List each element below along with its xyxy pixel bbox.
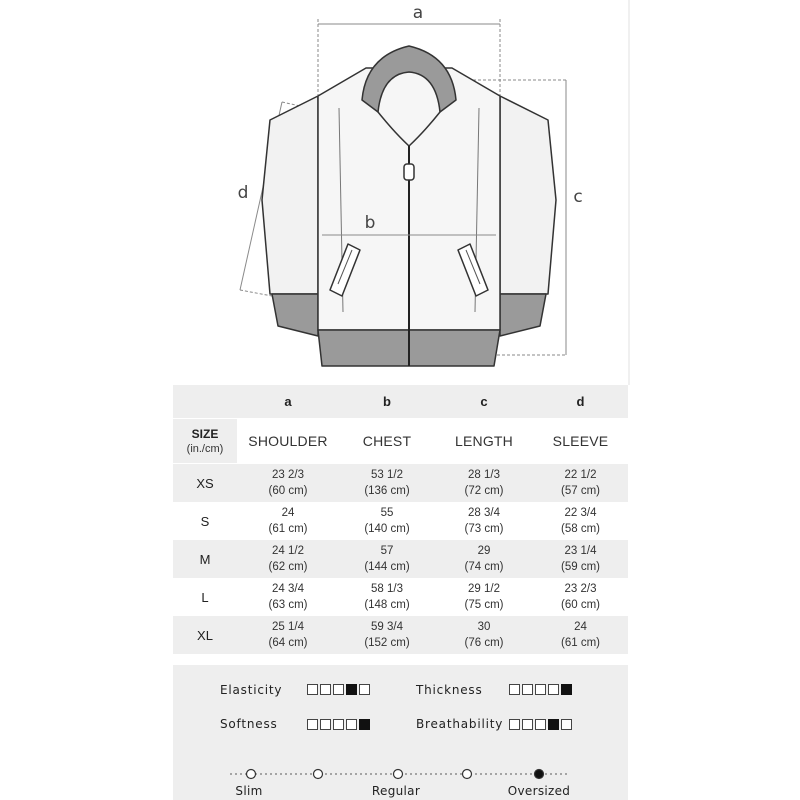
breathability-label: Breathability: [416, 717, 504, 731]
cell-value: 30: [477, 621, 491, 633]
cell-value: 24 1/2: [272, 545, 304, 557]
cell-value: 24 3/4: [272, 583, 304, 595]
header-letter-a: a: [284, 394, 292, 409]
cell-value: 29 1/2: [468, 583, 500, 595]
header-letter-d: d: [576, 394, 585, 409]
table-letter-row: [173, 385, 628, 418]
softness-label: Softness: [220, 717, 278, 731]
fit-label-oversized: Oversized: [507, 784, 571, 798]
dimension-b-label: b: [364, 213, 376, 233]
fabric-panel: [173, 665, 628, 800]
cell-value-cm: (57 cm): [561, 485, 600, 497]
elasticity-label: Elasticity: [220, 683, 283, 697]
cell-value-cm: (60 cm): [268, 485, 308, 497]
cell-value: 22 3/4: [564, 507, 597, 519]
table-row: [173, 578, 628, 616]
thickness-label: Thickness: [416, 683, 483, 697]
fit-label-slim: Slim: [235, 784, 263, 798]
size-header-unit: (in./cm): [186, 443, 224, 455]
cell-value-cm: (73 cm): [464, 523, 504, 535]
cell-value-cm: (148 cm): [364, 599, 410, 611]
dimension-d-label: d: [237, 183, 249, 203]
cell-value: 23 2/3: [564, 583, 597, 595]
fit-scale: [173, 665, 628, 800]
fit-point: [394, 770, 403, 779]
cell-value-cm: (72 cm): [464, 485, 504, 497]
size-code: XS: [196, 475, 214, 491]
table-row: [173, 540, 628, 578]
column-header-shoulder: SHOULDER: [248, 433, 328, 449]
size-code: L: [201, 589, 209, 605]
cell-value-cm: (63 cm): [268, 599, 308, 611]
table-header-row: [173, 419, 628, 463]
cell-value-cm: (59 cm): [561, 561, 600, 573]
cell-value: 24: [281, 507, 295, 519]
table-row: [173, 616, 628, 654]
size-header-cell: [173, 419, 237, 463]
cell-value-cm: (64 cm): [268, 637, 308, 649]
cell-value-cm: (62 cm): [268, 561, 308, 573]
dimension-a-label: a: [412, 3, 424, 23]
cell-value: 53 1/2: [371, 469, 403, 481]
cell-value: 22 1/2: [564, 469, 597, 481]
cell-value: 29: [477, 545, 491, 557]
cell-value-cm: (60 cm): [561, 599, 600, 611]
cell-value: 57: [380, 545, 394, 557]
jacket-outline: [262, 46, 556, 366]
cell-value: 23 1/4: [564, 545, 597, 557]
cell-value-cm: (61 cm): [268, 523, 308, 535]
cell-value-cm: (140 cm): [364, 523, 410, 535]
size-code: S: [200, 513, 210, 529]
column-header-chest: CHEST: [362, 433, 412, 449]
cell-value: 25 1/4: [272, 621, 304, 633]
jacket-diagram: [0, 0, 800, 385]
cell-value: 59 3/4: [371, 621, 403, 633]
cell-value-cm: (152 cm): [364, 637, 410, 649]
fit-point: [463, 770, 472, 779]
cell-value: 28 3/4: [468, 507, 500, 519]
cell-value: 55: [380, 507, 394, 519]
size-code: M: [199, 551, 211, 567]
cell-value: 58 1/3: [371, 583, 403, 595]
header-letter-c: c: [480, 394, 488, 409]
dimension-c-label: c: [573, 187, 583, 207]
cell-value-cm: (74 cm): [464, 561, 504, 573]
cell-value-cm: (61 cm): [561, 637, 600, 649]
cell-value: 23 2/3: [272, 469, 304, 481]
fit-point: [314, 770, 323, 779]
cell-value: 28 1/3: [468, 469, 500, 481]
cell-value-cm: (136 cm): [364, 485, 410, 497]
table-row: [173, 502, 628, 540]
column-header-sleeve: SLEEVE: [552, 433, 609, 449]
fit-label-regular: Regular: [371, 784, 421, 798]
header-letter-b: b: [383, 394, 391, 409]
size-table: [173, 385, 628, 650]
cell-value-cm: (75 cm): [464, 599, 504, 611]
fit-point-selected: [535, 770, 544, 779]
column-header-length: LENGTH: [455, 433, 513, 449]
cell-value: 24: [574, 621, 587, 633]
fit-point: [247, 770, 256, 779]
cell-value-cm: (76 cm): [464, 637, 504, 649]
size-code: XL: [197, 627, 213, 643]
cell-value-cm: (58 cm): [561, 523, 600, 535]
table-row: [173, 464, 628, 502]
size-header-title: SIZE: [191, 427, 219, 441]
cell-value-cm: (144 cm): [364, 561, 410, 573]
